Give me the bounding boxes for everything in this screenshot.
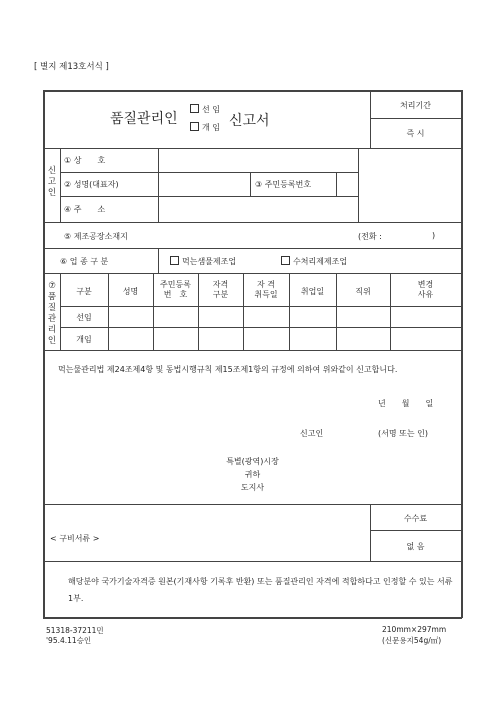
footer-code: 51318-37211민 (46, 626, 104, 635)
processing-label: 처리기간 (400, 101, 431, 110)
docs-label: < 구비서류 > (50, 534, 100, 543)
checkbox-icon (190, 104, 199, 113)
header-position: 직위 (355, 287, 371, 296)
signer-label: 신고인 (300, 429, 324, 438)
fee-value: 없 음 (406, 542, 425, 551)
frame-bottom (43, 617, 462, 619)
fee-label: 수수료 (403, 514, 428, 523)
footer-size: 210mm×297mm (382, 625, 447, 634)
header-employment-date: 취업일 (300, 287, 325, 296)
docs-item: 해당분야 국가기술자격증 원본(기재사항 기록후 반환) 또는 품질관리인 자격에 적합하다고 인정할 수 있는 서류 1부. (68, 577, 453, 603)
processing-divider (370, 90, 371, 148)
field-factory-phone: (전화 : (358, 232, 382, 241)
footer-approval: '95.4.11승인 (46, 636, 92, 645)
processing-value: 즉 시 (406, 129, 425, 138)
header-resident-number: 주민등록 번 호 (160, 280, 191, 299)
field-industry-label: ⑥ 업 종 구 분 (60, 257, 109, 266)
recipient-city: 특별(광역)시장 (226, 457, 279, 466)
quality-manager-label: ⑦ 품 질 관 리 인 (47, 281, 57, 346)
header-qualification: 자격 구분 (212, 280, 229, 299)
checkbox-icon (170, 256, 179, 265)
title-option-replace: 개 임 (190, 122, 220, 133)
header-type: 구분 (76, 287, 92, 296)
field-id-label: ③ 주민등록번호 (255, 180, 312, 189)
title-main: 품질관리인 (110, 111, 178, 127)
field-address-label: ④ 주 소 (64, 205, 106, 214)
field-company-label: ① 상 호 (64, 156, 106, 165)
recipient-governor: 도지사 (240, 483, 265, 492)
form-id: [ 별지 제13호서식 ] (34, 62, 109, 72)
field-factory-label: ⑤ 제조공장소재지 (64, 232, 128, 241)
footer-paper: (신문용지54g/㎡) (382, 636, 442, 645)
processing-mid (370, 118, 461, 119)
header-name: 성명 (122, 287, 139, 296)
industry-option-treatment: 수처리제제조업 (281, 256, 347, 267)
recipient-honorific: 귀하 (244, 470, 261, 479)
statement-text: 먹는물관리법 제24조제4항 및 동법시행규칙 제15조제1항의 규정에 의하여 위와같이 신고합니다. (58, 365, 398, 374)
row-appoint: 선임 (76, 313, 92, 322)
field-factory-phone-close: ) (432, 231, 436, 240)
industry-option-water: 먹는샘물제조업 (170, 256, 236, 267)
title-suffix: 신고서 (229, 113, 270, 129)
reporter-label: 신 고 인 (47, 166, 57, 198)
frame-right (461, 90, 463, 618)
date-line: 년 월 일 (378, 399, 434, 408)
frame-left (43, 90, 45, 618)
row-replace: 개임 (76, 335, 92, 344)
title-option-appoint: 선 임 (190, 104, 220, 115)
checkbox-icon (190, 122, 199, 131)
header-qualified-date: 자 격 취득일 (254, 280, 278, 299)
signer-sign: (서명 또는 인) (378, 429, 428, 438)
checkbox-icon (281, 256, 290, 265)
header-change-reason: 변경 사유 (417, 280, 434, 299)
frame-top (43, 90, 462, 92)
field-name-label: ② 성명(대표자) (64, 180, 119, 189)
